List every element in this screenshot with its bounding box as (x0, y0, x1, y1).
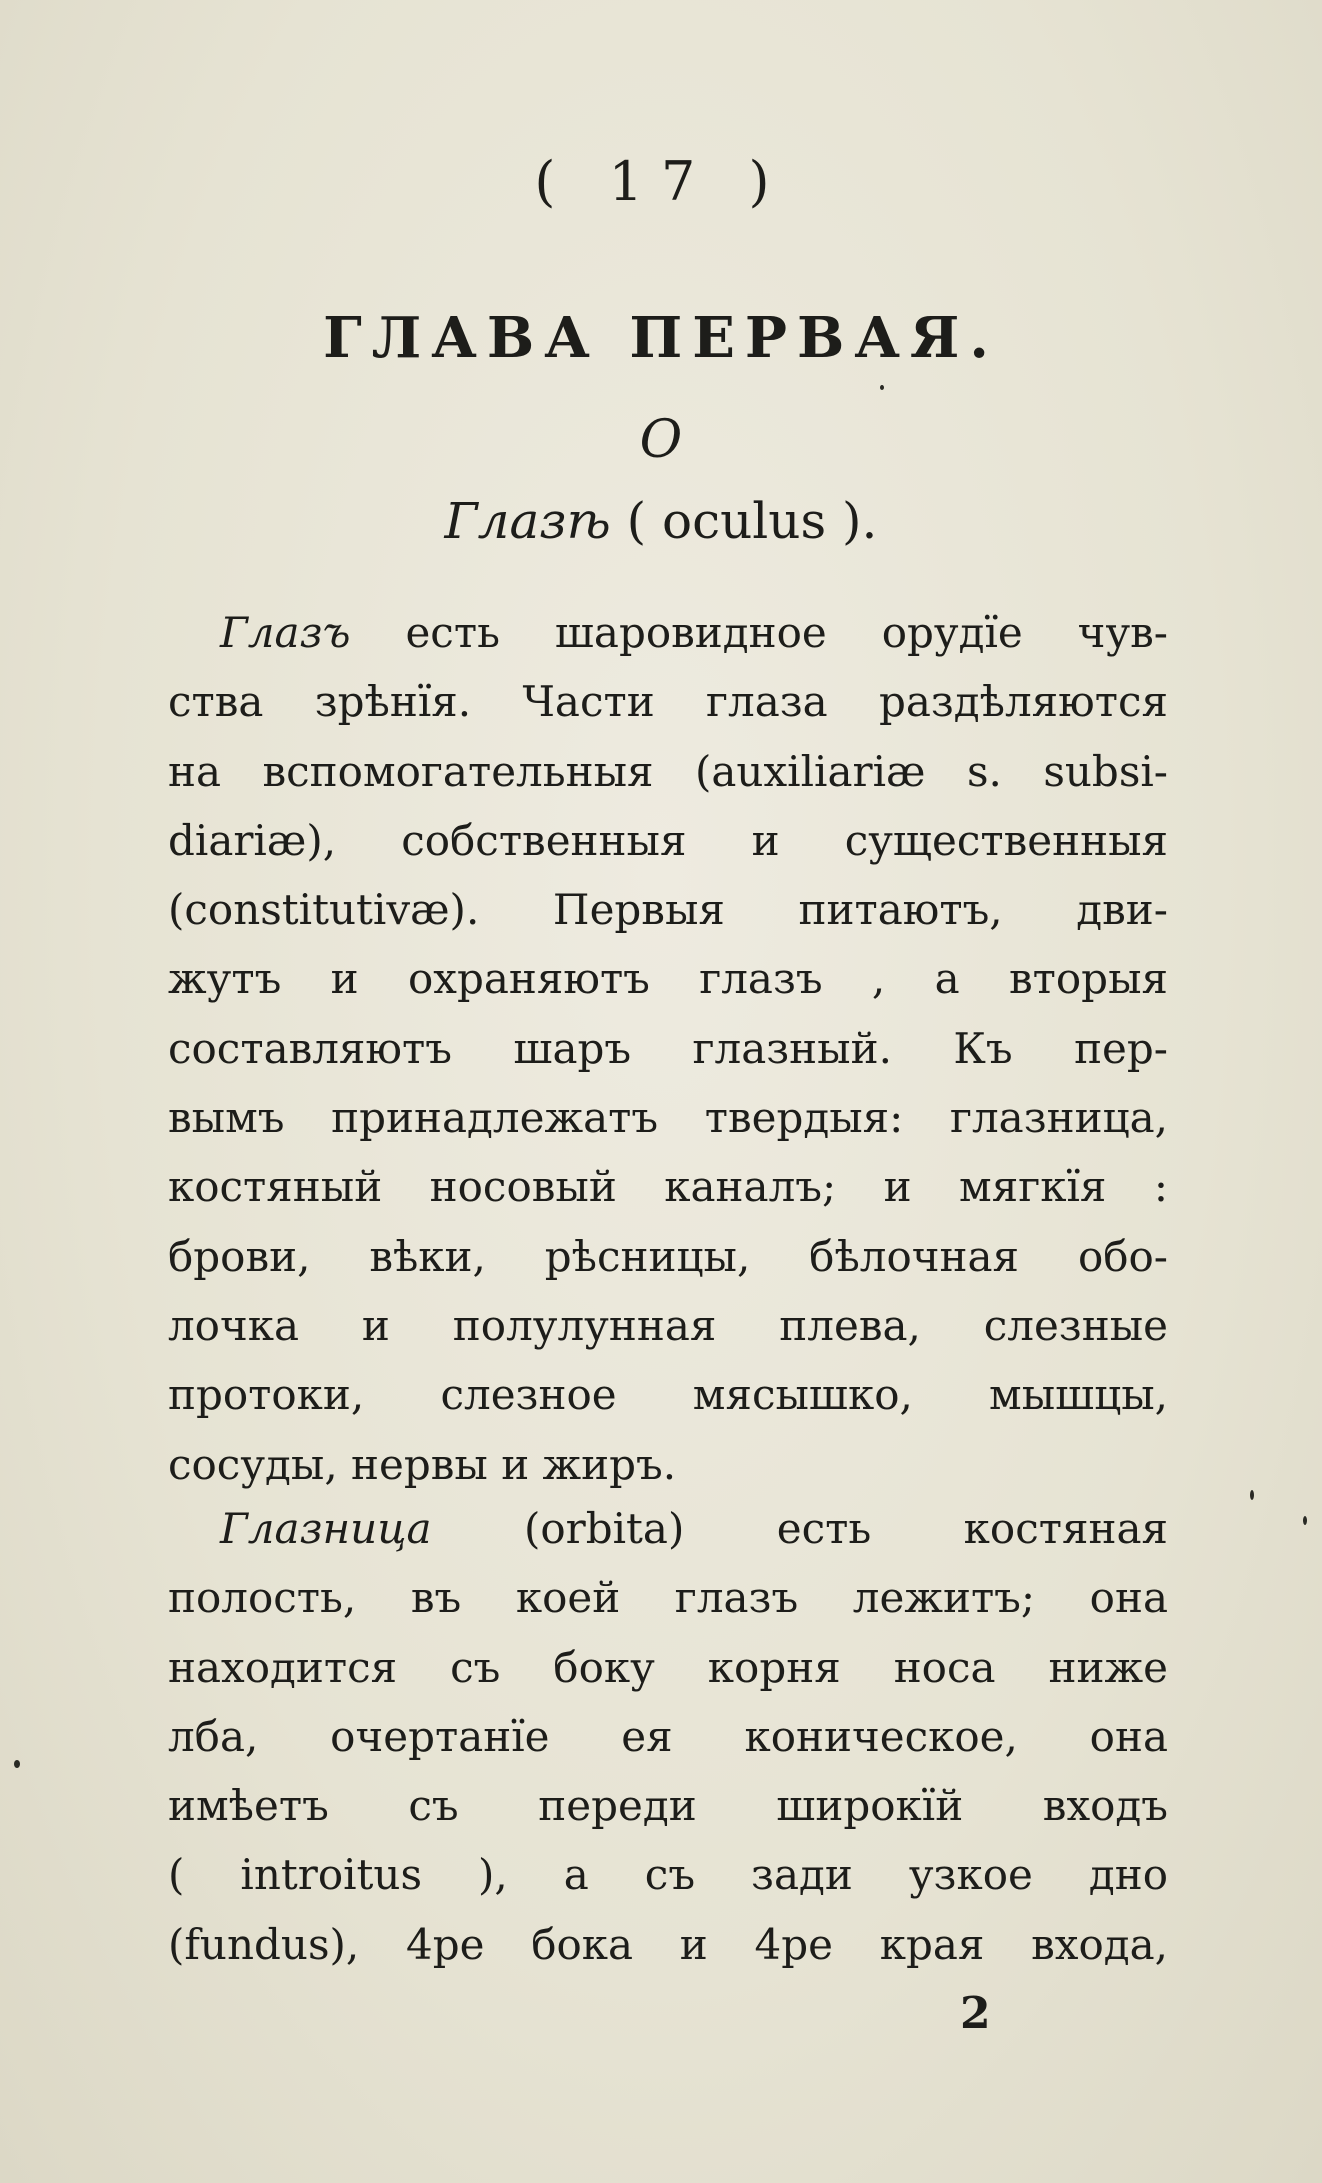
paragraph-line (168, 1494, 1168, 1563)
paragraph-line: ства зрѣнїя. Части глаза раздѣляются (168, 677, 1168, 727)
paragraph-orbit (168, 1494, 1168, 1979)
paper-speck (1303, 1516, 1307, 1525)
paragraph-line: лба, очертанїе ея коническое, она (168, 1711, 1168, 1761)
paragraph-eye (168, 598, 1168, 1499)
paragraph-line-text: (orbita) есть костяная (523, 1504, 1168, 1553)
paragraph-line: составляютъ шаръ глазный. Къ пер- (168, 1023, 1168, 1073)
paragraph-line: костяный носовый каналъ; и мягкїя : (168, 1162, 1168, 1212)
chapter-title: ГЛАВА ПЕРВАЯ. (323, 305, 999, 371)
paragraph-line: полость, въ коей глазъ лежитъ; она (168, 1573, 1168, 1623)
signature-mark: 2 (960, 1988, 991, 2039)
paragraph-line: ( introitus ), а съ зади узкое дно (168, 1850, 1168, 1900)
paragraph-line: (constitutivæ). Первыя питаютъ, дви- (168, 885, 1168, 935)
paper-speck (880, 385, 884, 390)
paragraph-line: жутъ и охраняютъ глазъ , а вторыя (168, 954, 1168, 1004)
chapter-subject-latin: ( oculus ). (626, 492, 878, 550)
paragraph-line: брови, вѣки, рѣсницы, бѣлочная обо- (168, 1231, 1168, 1281)
paragraph-line: diariæ), собственныя и существенныя (168, 815, 1168, 865)
paragraph-line-text: есть шаровидное орудїе чув- (405, 608, 1168, 657)
paragraph-line: находится съ боку корня носа ниже (168, 1642, 1168, 1692)
paper-speck (14, 1760, 20, 1768)
paper-speck (1250, 1490, 1254, 1500)
paragraph-line: вымъ принадлежатъ твердыя: глазница, (168, 1093, 1168, 1143)
chapter-subject-russian: Глазѣ (444, 492, 611, 550)
paragraph-line: сосуды, нервы и жиръ. (168, 1439, 677, 1489)
paragraph-lead-word: Глазъ (220, 608, 351, 657)
paragraph-line: имѣетъ съ переди широкїй входъ (168, 1781, 1168, 1831)
chapter-subject (0, 492, 1322, 550)
paragraph-line: (fundus), 4ре бока и 4ре края входа, (168, 1919, 1168, 1969)
paragraph-lead-word: Глазница (220, 1504, 432, 1553)
paragraph-line: на вспомогательныя (auxiliariæ s. subsi- (168, 746, 1168, 796)
page-number: ( 17 ) (534, 150, 788, 213)
chapter-preposition: О (639, 410, 683, 470)
paragraph-line (168, 598, 1168, 667)
paragraph-line: лочка и полулунная плева, слезные (168, 1300, 1168, 1350)
paragraph-line: протоки, слезное мясышко, мышцы, (168, 1370, 1168, 1420)
